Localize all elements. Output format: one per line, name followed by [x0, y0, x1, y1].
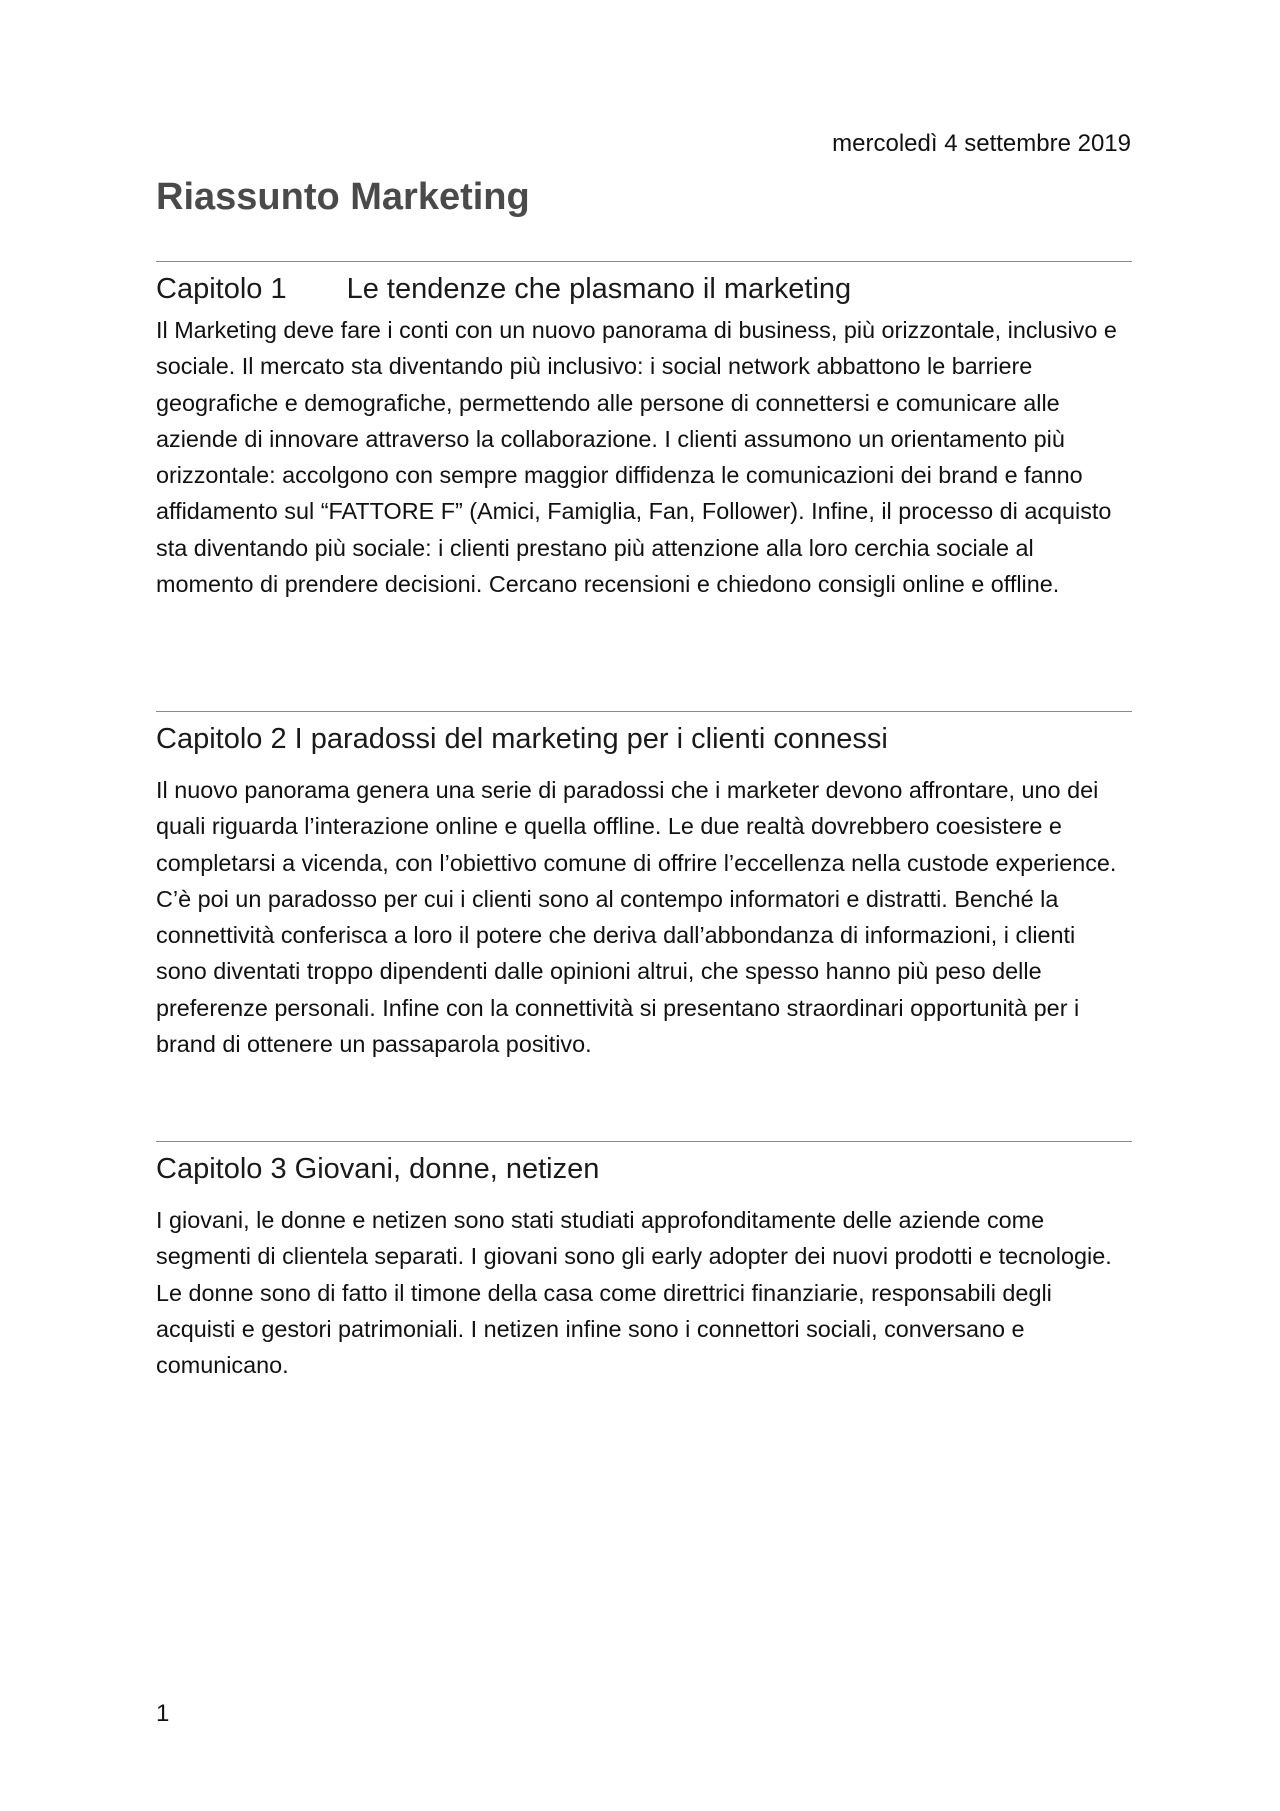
chapter-3-heading	[156, 1150, 1132, 1188]
chapter-3-number: Capitolo 3	[156, 1153, 287, 1185]
section-divider	[156, 711, 1132, 712]
chapter-1-heading	[156, 270, 1132, 308]
chapter-2-number: Capitolo 2	[156, 723, 287, 755]
chapter-2-title: I paradossi del marketing per i clienti connessi	[294, 723, 888, 755]
chapter-1-body: Il Marketing deve fare i conti con un nuovo panorama di business, più orizzontale, inclusivo e sociale. Il mercato sta diventando più inclusivo: i social network abbattono le barriere geografiche e demografiche, permettendo alle persone di connettersi e comunicare alle aziende di innovare attraverso la collaborazione. I clienti assumono un orientamento più orizzontale: accolgono con sempre maggior diffidenza le comunicazioni dei brand e fanno affidamento sul “FATTORE F” (Amici, Famiglia, Fan, Follower). Infine, il processo di acquisto sta diventando più sociale: i clienti prestano più attenzione alla loro cerchia sociale al momento di prendere decisioni. Cercano recensioni e chiedono consigli online e offline.	[156, 317, 1117, 598]
chapter-3-title: Giovani, donne, netizen	[294, 1153, 600, 1185]
section-divider	[156, 261, 1132, 262]
chapter-1-section	[156, 261, 1132, 602]
page-number: 1	[156, 1700, 170, 1727]
chapter-3-section	[156, 1141, 1132, 1383]
document-title: Riassunto Marketing	[156, 176, 530, 218]
chapter-2-section	[156, 711, 1132, 1062]
chapter-3-body: I giovani, le donne e netizen sono stati studiati approfonditamente delle aziende come segmenti di clientela separati. I giovani sono gli early adopter dei nuovi prodotti e tecnologie. Le donne sono di fatto il timone della casa come direttrici finanziarie, responsabili degli acquisti e gestori patrimoniali. I netizen infine sono i connettori sociali, conversano e comunicano.	[156, 1207, 1112, 1379]
chapter-1-title: Le tendenze che plasmano il marketing	[346, 273, 852, 305]
document-date: mercoledì 4 settembre 2019	[832, 130, 1131, 157]
chapter-2-heading	[156, 720, 1132, 758]
chapter-1-number: Capitolo 1	[156, 273, 287, 305]
chapter-2-body: Il nuovo panorama genera una serie di paradossi che i marketer devono affrontare, uno dei quali riguarda l’interazione online e quella offline. Le due realtà dovrebbero coesistere e completarsi a vicenda, con l’obiettivo comune di offrire l’eccellenza nella custode experience. C’è poi un paradosso per cui i clienti sono al contempo informatori e distratti. Benché la connettività conferisca a loro il potere che deriva dall’abbondanza di informazioni, i clienti sono diventati troppo dipendenti dalle opinioni altrui, che spesso hanno più peso delle preferenze personali. Infine con la connettività si presentano straordinari opportunità per i brand di ottenere un passaparola positivo.	[156, 777, 1117, 1058]
section-divider	[156, 1141, 1132, 1142]
